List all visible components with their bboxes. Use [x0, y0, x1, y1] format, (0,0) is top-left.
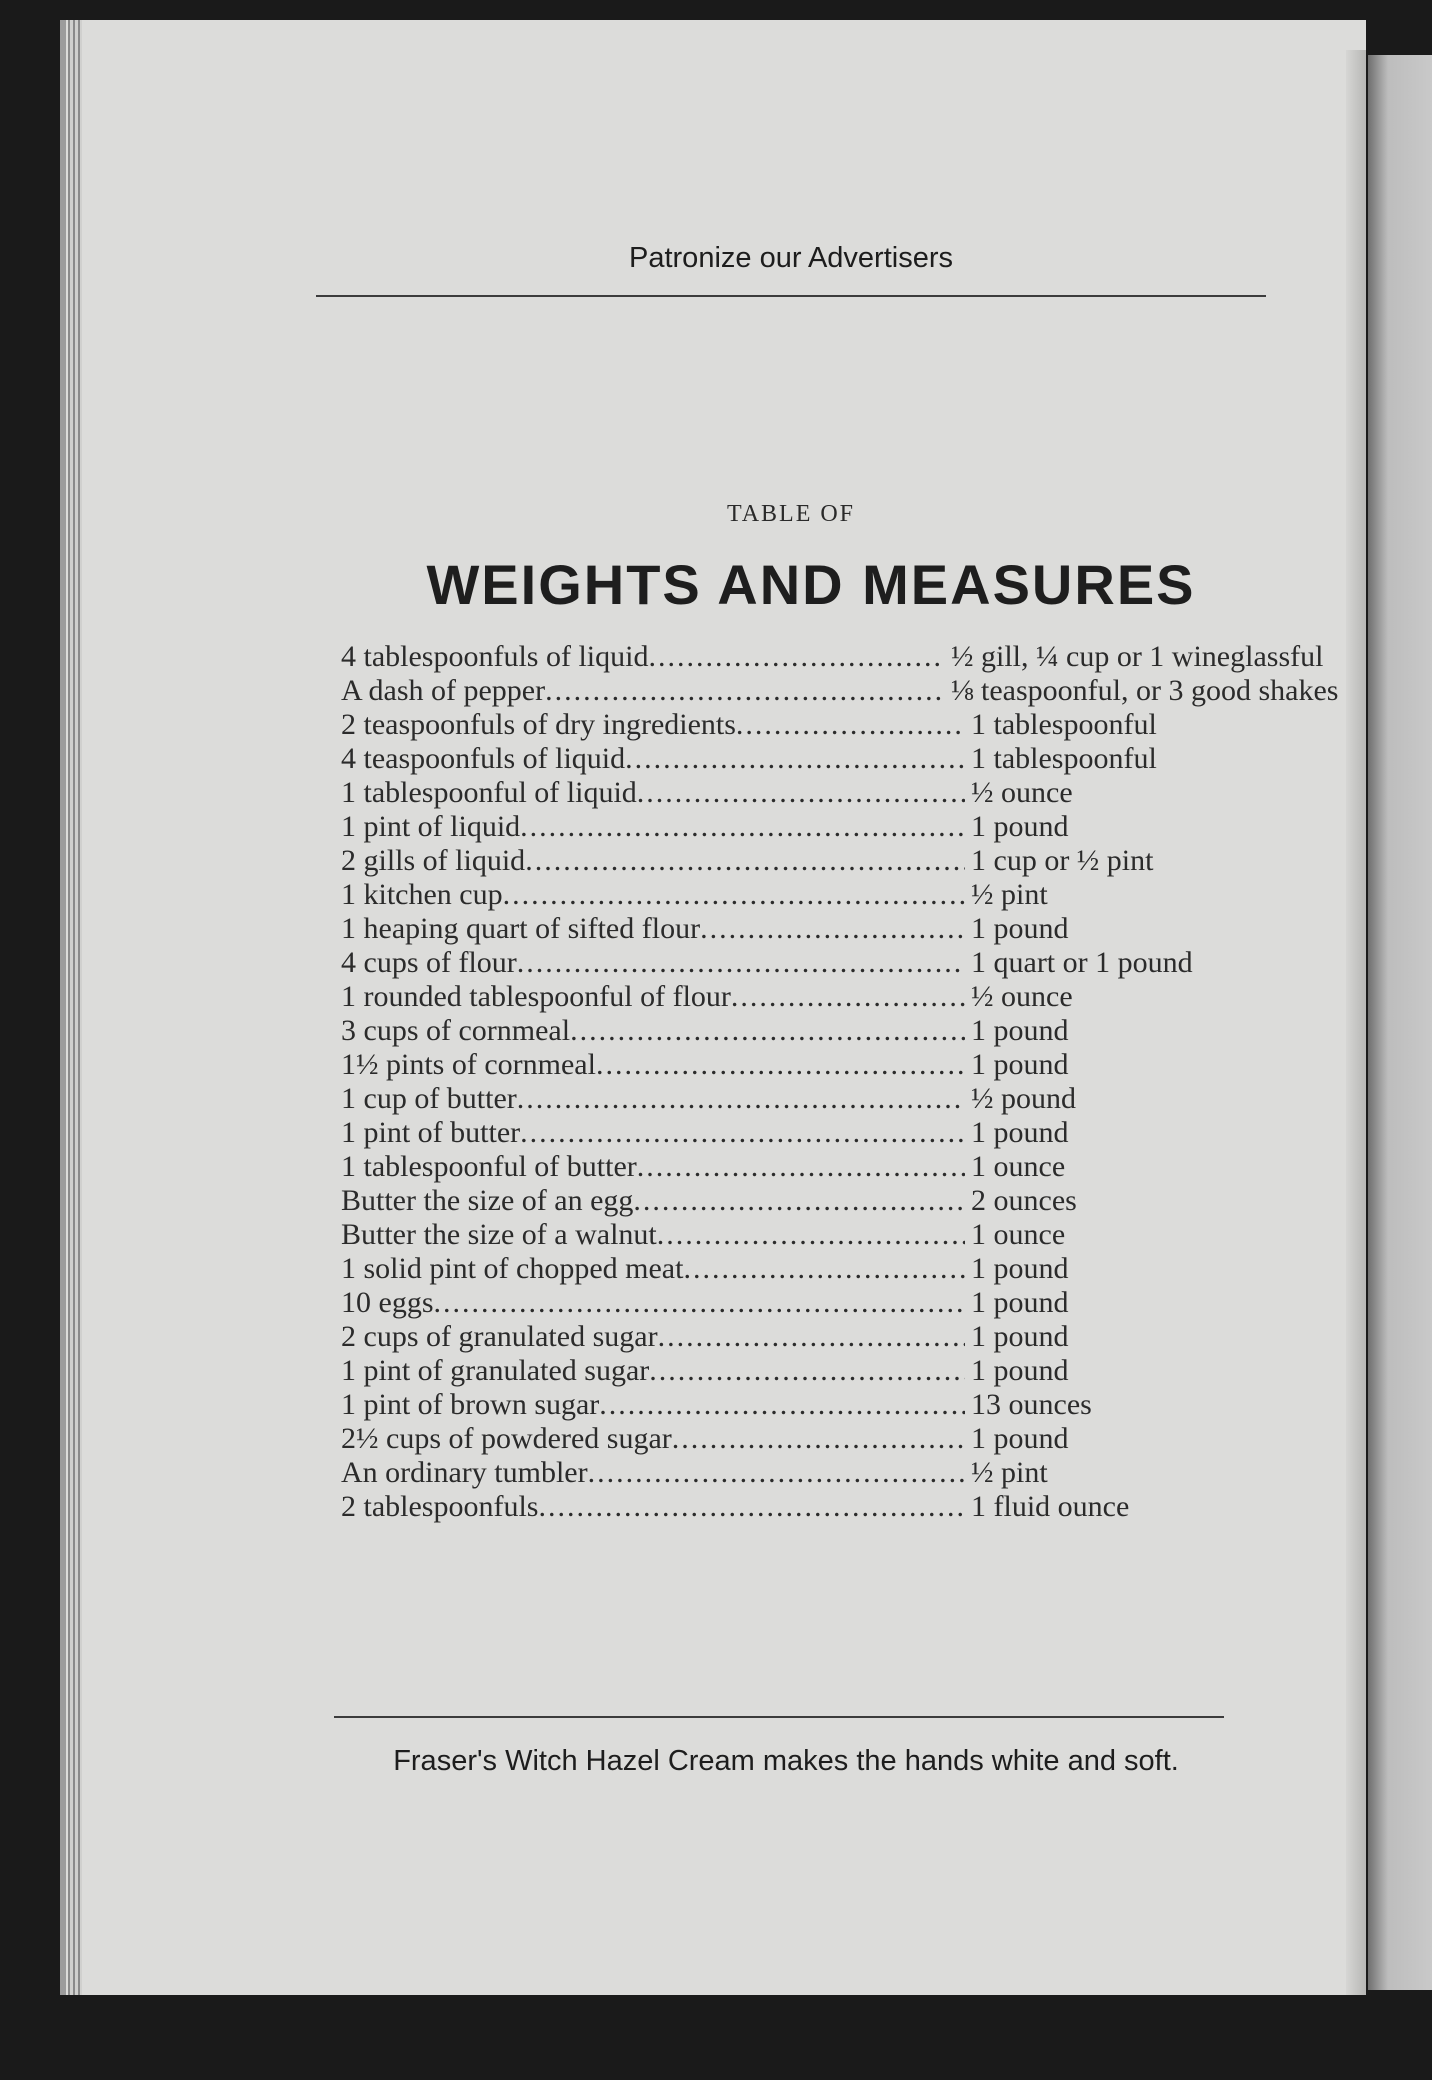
dot-leader — [657, 1218, 965, 1252]
measure-item: Butter the size of a walnut — [341, 1218, 657, 1251]
measure-value: 1 pound — [971, 1048, 1069, 1081]
measure-row — [341, 1014, 1271, 1048]
measure-row — [341, 1354, 1271, 1388]
measure-value: ½ pound — [971, 1082, 1076, 1115]
dot-leader — [517, 946, 965, 980]
measure-value: 1 pound — [971, 1252, 1069, 1285]
measure-item: 1½ pints of cornmeal — [341, 1048, 596, 1081]
measure-row — [341, 980, 1271, 1014]
dot-leader — [648, 640, 945, 674]
dot-leader — [525, 844, 965, 878]
measure-row — [341, 946, 1271, 980]
measure-row — [341, 912, 1271, 946]
measure-value: 1 cup or ½ pint — [971, 844, 1154, 877]
measure-row — [341, 1456, 1271, 1490]
measure-row — [341, 674, 1339, 708]
measure-row — [341, 1422, 1271, 1456]
measure-row — [341, 1048, 1271, 1082]
dot-leader — [672, 1422, 965, 1456]
measure-value: 1 pound — [971, 1320, 1069, 1353]
measure-value: 1 pound — [971, 1286, 1069, 1319]
measure-value: ½ gill, ¼ cup or 1 wineglassful — [951, 640, 1324, 673]
measure-item: 4 cups of flour — [341, 946, 517, 979]
measure-item: 2 tablespoonfuls — [341, 1490, 539, 1523]
measure-row — [341, 1490, 1271, 1524]
measure-value: 1 pound — [971, 1354, 1069, 1387]
measure-item: 1 heaping quart of sifted flour — [341, 912, 701, 945]
measure-value: ½ pint — [971, 1456, 1048, 1489]
measure-row — [341, 708, 1271, 742]
measure-row — [341, 1082, 1271, 1116]
measure-item: 2½ cups of powdered sugar — [341, 1422, 672, 1455]
dot-leader — [683, 1252, 965, 1286]
measure-value: 1 pound — [971, 912, 1069, 945]
measure-item: Butter the size of an egg — [341, 1184, 634, 1217]
measure-item: 4 teaspoonfuls of liquid — [341, 742, 626, 775]
book-page — [60, 20, 1366, 1995]
measure-value: ½ ounce — [971, 776, 1073, 809]
measure-value: 1 fluid ounce — [971, 1490, 1130, 1523]
dot-leader — [520, 810, 965, 844]
dot-leader — [736, 708, 965, 742]
measure-row — [341, 1116, 1271, 1150]
measure-row — [341, 742, 1271, 776]
measure-item: 2 teaspoonfuls of dry ingredients — [341, 708, 736, 741]
dot-leader — [538, 1490, 965, 1524]
measure-item: An ordinary tumbler — [341, 1456, 588, 1489]
footer-rule — [334, 1716, 1224, 1718]
measure-value: ½ pint — [971, 878, 1048, 911]
measure-value: 2 ounces — [971, 1184, 1077, 1217]
measure-value: 1 pound — [971, 810, 1069, 843]
dot-leader — [633, 1184, 965, 1218]
dot-leader — [434, 1286, 966, 1320]
dot-leader — [503, 878, 965, 912]
measure-row — [341, 776, 1271, 810]
measure-item: 4 tablespoonfuls of liquid — [341, 640, 649, 673]
measure-row — [341, 1218, 1271, 1252]
measure-item: 2 cups of granulated sugar — [341, 1320, 658, 1353]
measure-item: 1 tablespoonful of butter — [341, 1150, 637, 1183]
measure-item: 1 cup of butter — [341, 1082, 517, 1115]
measure-row — [341, 810, 1271, 844]
footer-advert: Fraser's Witch Hazel Cream makes the hands white and soft. — [393, 1745, 1179, 1777]
measure-item: 1 pint of liquid — [341, 810, 521, 843]
measure-value: 1 quart or 1 pound — [971, 946, 1193, 979]
dot-leader — [596, 1048, 965, 1082]
measure-item: 3 cups of cornmeal — [341, 1014, 571, 1047]
measure-item: 1 kitchen cup — [341, 878, 503, 911]
measure-item: 1 tablespoonful of liquid — [341, 776, 637, 809]
dot-leader — [625, 742, 965, 776]
header-rule — [316, 295, 1266, 297]
dot-leader — [731, 980, 965, 1014]
measure-row — [341, 1150, 1271, 1184]
measure-item: 1 pint of granulated sugar — [341, 1354, 650, 1387]
dot-leader — [588, 1456, 965, 1490]
dot-leader — [520, 1116, 965, 1150]
adjacent-page-edge — [1368, 55, 1432, 1990]
dot-leader — [637, 776, 965, 810]
measure-row — [341, 1320, 1271, 1354]
measure-value: 1 ounce — [971, 1150, 1066, 1183]
measure-item: A dash of pepper — [341, 674, 546, 707]
measure-item: 1 pint of butter — [341, 1116, 521, 1149]
measure-row — [341, 1388, 1271, 1422]
page-header: Patronize our Advertisers — [629, 242, 953, 274]
dot-leader — [658, 1320, 965, 1354]
measure-row — [341, 1286, 1271, 1320]
measure-value: 1 tablespoonful — [971, 708, 1157, 741]
measure-value: ⅛ teaspoonful, or 3 good shakes — [951, 674, 1339, 707]
measures-table — [341, 640, 1339, 1524]
dot-leader — [649, 1354, 965, 1388]
measure-value: 1 tablespoonful — [971, 742, 1157, 775]
measure-item: 1 rounded tablespoonful of flour — [341, 980, 731, 1013]
table-subtitle: TABLE OF — [726, 501, 856, 527]
measure-value: 1 pound — [971, 1422, 1069, 1455]
dot-leader — [570, 1014, 965, 1048]
measure-item: 1 pint of brown sugar — [341, 1388, 600, 1421]
dot-leader — [599, 1388, 965, 1422]
measure-value: 1 pound — [971, 1014, 1069, 1047]
measure-item: 1 solid pint of chopped meat — [341, 1252, 684, 1285]
measure-row — [341, 1184, 1271, 1218]
table-title: WEIGHTS AND MEASURES — [426, 553, 1196, 616]
measure-value: 1 pound — [971, 1116, 1069, 1149]
measure-value: 13 ounces — [971, 1388, 1092, 1421]
dot-leader — [517, 1082, 965, 1116]
measure-item: 2 gills of liquid — [341, 844, 526, 877]
dot-leader — [545, 674, 945, 708]
measure-value: ½ ounce — [971, 980, 1073, 1013]
dot-leader — [700, 912, 965, 946]
measure-row — [341, 1252, 1271, 1286]
measure-row — [341, 878, 1271, 912]
measure-item: 10 eggs — [341, 1286, 434, 1319]
measure-row — [341, 640, 1324, 674]
measure-row — [341, 844, 1271, 878]
measure-value: 1 ounce — [971, 1218, 1066, 1251]
dot-leader — [637, 1150, 965, 1184]
